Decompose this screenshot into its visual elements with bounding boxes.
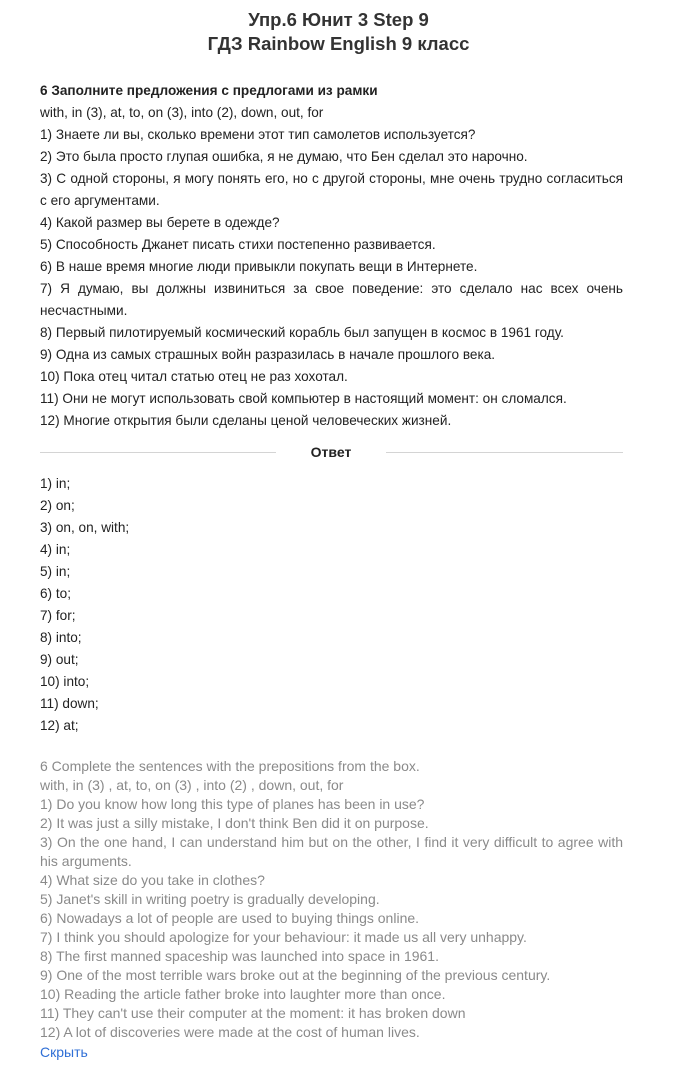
task-en-item: 6) Nowadays a lot of people are used to buying things online. <box>40 910 420 926</box>
task-en-words: with, in (3) , at, to, on (3) , into (2) , down, out, for <box>40 777 344 793</box>
answer-item: 4) in; <box>40 542 71 557</box>
task-ru-item: 12) Многие открытия были сделаны ценой человеческих жизней. <box>40 413 452 428</box>
task-ru-item: 5) Способность Джанет писать стихи постепенно развивается. <box>40 237 436 252</box>
answer-item: 8) into; <box>40 630 82 645</box>
answer-item: 3) on, on, with; <box>40 520 130 535</box>
task-ru-item: 3) С одной стороны, я могу понять его, но с другой стороны, мне очень трудно согласиться с его аргументами. <box>40 171 623 208</box>
task-english <box>40 757 623 1042</box>
task-en-item: 12) A lot of discoveries were made at the cost of human lives. <box>40 1024 420 1040</box>
task-en-item: 10) Reading the article father broke into laughter more than once. <box>40 986 446 1002</box>
task-ru-item: 10) Пока отец читал статью отец не раз хохотал. <box>40 369 348 384</box>
task-ru-item: 6) В наше время многие люди привыкли покупать вещи в Интернете. <box>40 259 478 274</box>
task-russian <box>40 80 623 432</box>
task-en-item: 11) They can't use their computer at the moment: it has broken down <box>40 1005 466 1021</box>
task-en-item: 3) On the one hand, I can understand him but on the other, I find it very difficult to agree with his arguments. <box>40 834 623 869</box>
answer-heading: Ответ <box>310 444 352 460</box>
task-en-item: 7) I think you should apologize for your behaviour: it made us all very unhappy. <box>40 929 527 945</box>
task-en-heading: 6 Complete the sentences with the prepositions from the box. <box>40 758 420 774</box>
task-ru-item: 8) Первый пилотируемый космический корабль был запущен в космос в 1961 году. <box>40 325 564 340</box>
answer-item: 7) for; <box>40 608 76 623</box>
task-ru-words: with, in (3), at, to, on (3), into (2), down, out, for <box>40 105 324 120</box>
answer-divider <box>40 441 623 463</box>
task-ru-item: 9) Одна из самых страшных войн разразилась в начале прошлого века. <box>40 347 496 362</box>
divider-line-right <box>386 452 623 453</box>
answer-item: 9) out; <box>40 652 79 667</box>
page-title: Упр.6 Юнит 3 Step 9 <box>248 9 429 30</box>
answer-item: 5) in; <box>40 564 71 579</box>
task-ru-heading: 6 Заполните предложения с предлогами из рамки <box>40 83 378 98</box>
answer-item: 6) to; <box>40 586 71 601</box>
answer-list <box>40 473 623 737</box>
task-en-item: 1) Do you know how long this type of planes has been in use? <box>40 796 425 812</box>
page-subtitle: ГДЗ Rainbow English 9 класс <box>207 33 470 54</box>
task-en-item: 4) What size do you take in clothes? <box>40 872 265 888</box>
answer-item: 11) down; <box>40 696 99 711</box>
task-ru-item: 7) Я думаю, вы должны извиниться за свое поведение: это сделало нас всех очень несчастными. <box>40 281 623 318</box>
task-en-item: 5) Janet's skill in writing poetry is gradually developing. <box>40 891 380 907</box>
hide-translation-link[interactable]: Скрыть <box>40 1044 88 1060</box>
answer-item: 2) on; <box>40 498 75 513</box>
task-ru-item: 4) Какой размер вы берете в одежде? <box>40 215 280 230</box>
answer-item: 1) in; <box>40 476 71 491</box>
task-ru-item: 1) Знаете ли вы, сколько времени этот тип самолетов используется? <box>40 127 476 142</box>
answer-item: 10) into; <box>40 674 90 689</box>
task-en-item: 9) One of the most terrible wars broke out at the beginning of the previous century. <box>40 967 551 983</box>
task-ru-item: 2) Это была просто глупая ошибка, я не думаю, что Бен сделал это нарочно. <box>40 149 528 164</box>
task-ru-item: 11) Они не могут использовать свой компьютер в настоящий момент: он сломался. <box>40 391 567 406</box>
divider-line-left <box>40 452 276 453</box>
task-en-item: 8) The first manned spaceship was launched into space in 1961. <box>40 948 439 964</box>
answer-item: 12) at; <box>40 718 79 733</box>
task-en-item: 2) It was just a silly mistake, I don't think Ben did it on purpose. <box>40 815 429 831</box>
